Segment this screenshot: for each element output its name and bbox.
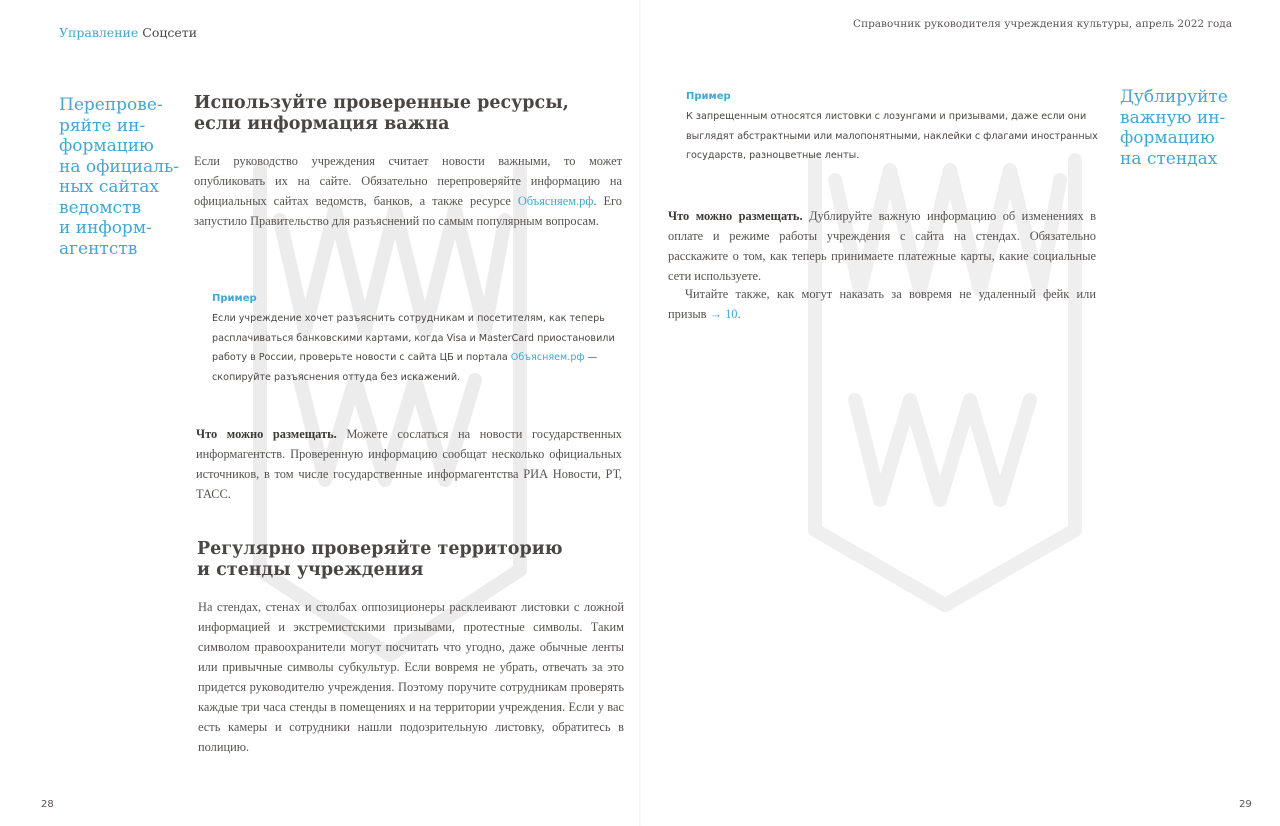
heading-check-territory: Регулярно проверяйте территорию и стенды учреждения (197, 539, 563, 580)
paragraph-text: Читайте также, как могут наказать за вовремя не удаленный фейк или призыв (668, 287, 1096, 321)
paragraph-text: Можете сослаться на новости государственных информагентств. Проверенную информацию сообщат несколько официальных источников, в том числе государственные информагентства РИА Новости, РТ, ТАСС. (196, 427, 622, 501)
example-title: Пример (686, 91, 731, 102)
link-page-10[interactable]: → 10 (709, 307, 738, 321)
side-note-left: Перепрове- ряйте ин- формацию на официаль- ных сайтах ведомств и информ- агентств (59, 95, 179, 259)
side-note-right: Дублируйте важную ин- формацию на стендах (1120, 87, 1228, 169)
paragraph-text: Если руководство учреждения считает новости важными, то может опубликовать их на сайте. Обязательно перепроверяйте информацию на официальных сайтах ведомств, банков, а также ресурсе (194, 154, 622, 208)
running-header-left (59, 25, 197, 40)
paragraph-verify-info (194, 151, 622, 231)
paragraph-text: Дублируйте важную информацию об изменениях в оплате и режиме работы учреждения с сайта на стендах. Обязательно расскажите о том, как теперь принимаете платежные карты, какие социальные сети используете. (668, 209, 1096, 283)
example-title: Пример (212, 293, 257, 304)
running-header-right: Справочник руководителя учреждения культуры, апрель 2022 года (853, 18, 1232, 30)
paragraph-text: . (737, 307, 741, 321)
section-title: Управление (59, 25, 139, 40)
lead-in-bold: Что можно размещать. (668, 209, 803, 223)
subsection-title: Соцсети (142, 25, 198, 40)
page-spine (639, 0, 641, 826)
example-text (212, 309, 624, 387)
paragraph-what-to-post-right (668, 206, 1096, 286)
paragraph-what-to-post-left (196, 424, 622, 504)
page-number-right: 29 (1239, 799, 1252, 810)
example-text-part: Если учреждение хочет разъяснить сотрудникам и посетителям, как теперь расплачиваться банковскими картами, когда Visa и MasterCard приостановили работу в России, проверьте новости с сайта ЦБ и портала (212, 313, 615, 363)
paragraph-text: . Его запустило Правительство для разъяснений по самым популярным вопросам. (194, 194, 622, 228)
page-number-left: 28 (41, 799, 54, 810)
lead-in-bold: Что можно размещать. (196, 427, 337, 441)
heading-verified-resources: Используйте проверенные ресурсы, если информация важна (194, 93, 569, 134)
paragraph-check-stands: На стендах, стенах и столбах оппозиционеры расклеивают листовки с ложной информацией и экстремистскими призывами, протестные символы. Таким символом правоохранители могут посчитать что угодно, даже обычные ленты или привычные символы субкультур. Если вовремя не убрать, отвечать за это придется руководителю учреждения. Поэтому поручите сотрудникам проверять каждые три часа стенды в помещениях и на территории учреждения. Если у вас есть камеры и сотрудники нашли подозрительную листовку, обратитесь в полицию. (198, 600, 624, 754)
example-box-cards (212, 292, 624, 387)
link-obyasnyaem-rf-example[interactable]: Объясняем.рф (510, 352, 585, 363)
example-text: К запрещенным относятся листовки с лозунгами и призывами, даже если они выглядят абстрактными или малопонятными, наклейки с флагами иностранных государств, разноцветные ленты. (686, 111, 1098, 161)
example-text-part: — скопируйте разъяснения оттуда без искажений. (212, 352, 598, 383)
example-box-banned (686, 90, 1100, 166)
paragraph-read-also (668, 284, 1096, 324)
link-obyasnyaem-rf[interactable]: Объясняем.рф (517, 194, 594, 208)
